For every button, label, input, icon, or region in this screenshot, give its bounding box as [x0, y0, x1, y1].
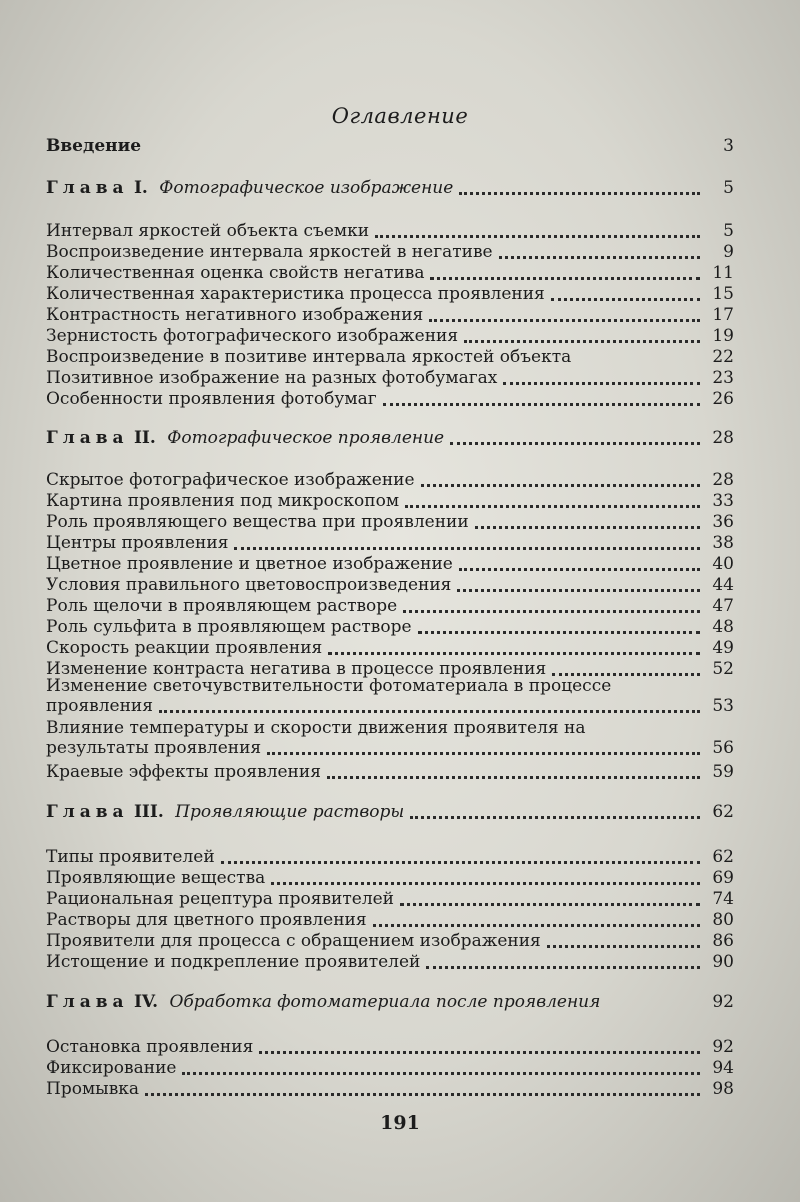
dot-leader — [221, 861, 700, 864]
toc-entry — [46, 303, 734, 325]
dot-leader — [373, 924, 700, 927]
toc-entry-multiline — [46, 676, 734, 716]
toc-entry — [46, 240, 734, 262]
chapter-heading-4 — [46, 990, 734, 1012]
entry-page: 53 — [712, 696, 734, 716]
dot-leader — [459, 192, 700, 195]
entry-page: 90 — [712, 952, 734, 972]
chapter-page: 28 — [712, 428, 734, 448]
dot-leader — [547, 945, 700, 948]
entry-label-line1: Влияние температуры и скорости движения проявителя на — [46, 718, 586, 738]
entry-label-line2: проявления — [46, 696, 153, 716]
dot-leader — [464, 340, 700, 343]
entry-page: 26 — [712, 389, 734, 409]
chapter-prefix: Глава — [46, 178, 129, 198]
entry-page: 19 — [712, 326, 734, 346]
dot-leader — [499, 256, 700, 259]
page-number: 191 — [380, 1112, 420, 1134]
entry-label: Особенности проявления фотобумаг — [46, 389, 377, 409]
entry-label-line1: Изменение светочувствительности фотоматериала в процессе — [46, 676, 612, 696]
chapter-title: Фотографическое изображение — [159, 178, 454, 198]
entry-page: 86 — [712, 931, 734, 951]
entry-page: 74 — [712, 889, 734, 909]
entry-page: 62 — [712, 847, 734, 867]
dot-leader — [503, 382, 700, 385]
dot-leader — [145, 1093, 700, 1096]
entry-label: Проявители для процесса с обращением изображения — [46, 931, 541, 951]
chapter-page: 62 — [712, 802, 734, 822]
toc-entry — [46, 908, 734, 930]
entry-page: 9 — [723, 242, 734, 262]
entry-label: Проявляющие вещества — [46, 868, 266, 888]
chapter-title: Проявляющие растворы — [175, 802, 405, 822]
entry-label: Краевые эффекты проявления — [46, 762, 321, 782]
chapter-page: 92 — [712, 992, 734, 1012]
toc-entry — [46, 324, 734, 346]
entry-page: 52 — [712, 659, 734, 679]
entry-label: Рациональная рецептура проявителей — [46, 889, 395, 909]
entry-page: 38 — [712, 533, 734, 553]
entry-page: 49 — [712, 638, 734, 658]
dot-leader — [383, 403, 700, 406]
toc-entry — [46, 950, 734, 972]
toc-entry — [46, 531, 734, 553]
dot-leader — [459, 568, 700, 571]
entry-page: 22 — [712, 347, 734, 367]
chapter-number: II. — [133, 428, 156, 448]
dot-leader — [418, 631, 700, 634]
entry-label: Цветное проявление и цветное изображение — [46, 554, 453, 574]
dot-leader — [421, 484, 700, 487]
entry-label: Роль проявляющего вещества при проявлении — [46, 512, 469, 532]
entry-page: 44 — [712, 575, 734, 595]
dot-leader — [405, 505, 700, 508]
entry-label: Центры проявления — [46, 533, 229, 553]
chapter-heading-3 — [46, 800, 734, 822]
toc-entry — [46, 594, 734, 616]
toc-entry-multiline — [46, 718, 734, 758]
dot-leader — [430, 277, 700, 280]
entry-label: Интервал яркостей объекта съемки — [46, 221, 370, 241]
dot-leader — [410, 816, 700, 819]
toc-entry — [46, 615, 734, 637]
entry-page: 92 — [712, 1037, 734, 1057]
toc-entry — [46, 929, 734, 951]
toc-entry — [46, 366, 734, 388]
dot-leader — [426, 966, 700, 969]
dot-leader — [259, 1051, 700, 1054]
toc-entry — [46, 866, 734, 888]
entry-page: 80 — [712, 910, 734, 930]
toc-entry — [46, 345, 734, 367]
toc-entry-intro — [46, 134, 734, 156]
entry-label: Воспроизведение в позитиве интервала яркостей объекта — [46, 347, 572, 367]
toc-entry — [46, 636, 734, 658]
toc-entry — [46, 489, 734, 511]
dot-leader — [159, 710, 700, 713]
entry-label: Позитивное изображение на разных фотобумагах — [46, 368, 498, 388]
entry-page: 23 — [712, 368, 734, 388]
entry-label: Введение — [46, 136, 142, 156]
entry-page: 3 — [723, 136, 734, 156]
entry-label: Воспроизведение интервала яркостей в негативе — [46, 242, 493, 262]
entry-page: 56 — [712, 738, 734, 758]
chapter-title: Обработка фотоматериала после проявления — [169, 992, 601, 1012]
toc-title: Оглавление — [331, 104, 469, 128]
dot-leader — [400, 903, 700, 906]
toc-entry — [46, 573, 734, 595]
entry-label: Истощение и подкрепление проявителей — [46, 952, 421, 972]
chapter-page: 5 — [723, 178, 734, 198]
entry-page: 11 — [712, 263, 734, 283]
dot-leader — [328, 652, 700, 655]
toc-entry — [46, 552, 734, 574]
entry-page: 15 — [712, 284, 734, 304]
dot-leader — [429, 319, 700, 322]
dot-leader — [475, 526, 700, 529]
dot-leader — [450, 442, 700, 445]
dot-leader — [457, 589, 700, 592]
entry-page: 48 — [712, 617, 734, 637]
toc-entry — [46, 387, 734, 409]
entry-label: Растворы для цветного проявления — [46, 910, 367, 930]
entry-label: Контрастность негативного изображения — [46, 305, 424, 325]
toc-entry — [46, 887, 734, 909]
toc-entry — [46, 845, 734, 867]
toc-entry — [46, 282, 734, 304]
entry-label: Остановка проявления — [46, 1037, 254, 1057]
entry-label: Роль сульфита в проявляющем растворе — [46, 617, 412, 637]
chapter-number: III. — [133, 802, 164, 822]
dot-leader — [267, 752, 700, 755]
dot-leader — [375, 235, 700, 238]
chapter-heading-2 — [46, 426, 734, 448]
chapter-prefix: Глава — [46, 802, 129, 822]
entry-label: Скорость реакции проявления — [46, 638, 323, 658]
chapter-heading-1 — [46, 176, 734, 198]
entry-label: Типы проявителей — [46, 847, 215, 867]
chapter-prefix: Глава — [46, 992, 129, 1012]
entry-page: 33 — [712, 491, 734, 511]
entry-page: 17 — [712, 305, 734, 325]
dot-leader — [551, 298, 700, 301]
chapter-number: I. — [133, 178, 148, 198]
toc-entry — [46, 261, 734, 283]
toc-entry — [46, 468, 734, 490]
entry-label: Фиксирование — [46, 1058, 177, 1078]
entry-page: 98 — [712, 1079, 734, 1099]
dot-leader — [403, 610, 700, 613]
chapter-number: IV. — [133, 992, 159, 1012]
entry-label: Количественная характеристика процесса проявления — [46, 284, 545, 304]
entry-label-line2: результаты проявления — [46, 738, 262, 758]
entry-label: Условия правильного цветовоспроизведения — [46, 575, 452, 595]
entry-page: 69 — [712, 868, 734, 888]
entry-page: 94 — [712, 1058, 734, 1078]
entry-page: 36 — [712, 512, 734, 532]
dot-leader — [234, 547, 700, 550]
dot-leader — [271, 882, 700, 885]
entry-label: Картина проявления под микроскопом — [46, 491, 400, 511]
entry-label: Промывка — [46, 1079, 140, 1099]
chapter-prefix: Глава — [46, 428, 129, 448]
toc-entry — [46, 219, 734, 241]
entry-label: Скрытое фотографическое изображение — [46, 470, 415, 490]
dot-leader — [327, 776, 700, 779]
toc-entry — [46, 1077, 734, 1099]
toc-entry — [46, 1035, 734, 1057]
entry-label: Изменение контраста негатива в процессе проявления — [46, 659, 547, 679]
dot-leader — [182, 1072, 700, 1075]
entry-label: Количественная оценка свойств негатива — [46, 263, 425, 283]
toc-entry — [46, 760, 734, 782]
entry-page: 40 — [712, 554, 734, 574]
toc-entry — [46, 1056, 734, 1078]
entry-page: 47 — [712, 596, 734, 616]
entry-page: 5 — [723, 221, 734, 241]
toc-entry — [46, 510, 734, 532]
entry-page: 59 — [712, 762, 734, 782]
entry-label: Зернистость фотографического изображения — [46, 326, 459, 346]
chapter-title: Фотографическое проявление — [167, 428, 445, 448]
entry-page: 28 — [712, 470, 734, 490]
entry-label: Роль щелочи в проявляющем растворе — [46, 596, 398, 616]
